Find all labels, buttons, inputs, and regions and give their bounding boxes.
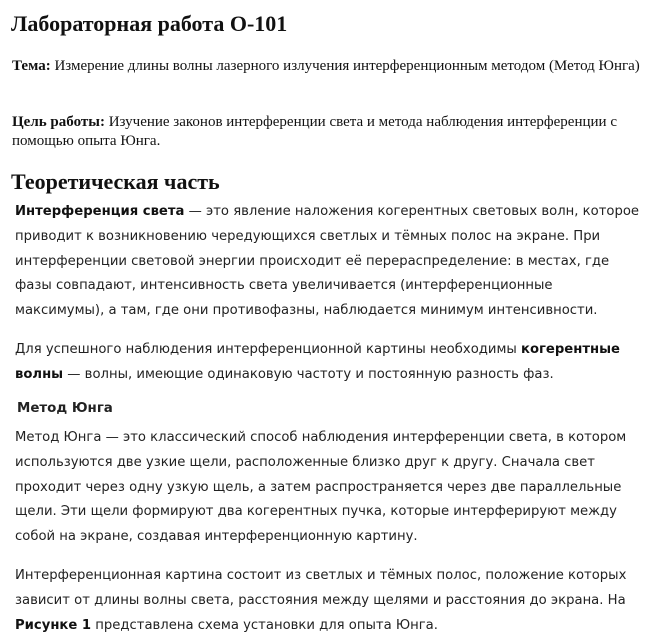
topic-line — [12, 57, 652, 76]
theory-paragraph-1-text: — это явление наложения когерентных световых волн, которое приводит к возникновению чередующихся светлых и тёмных полос на экране. При интерференции световой энергии происходит её перераспределение: в местах, где фазы совпадают, интенсивность света увеличивается (интерференционные максимумы), а там, где они противофазны, наблюдается минимум интенсивности. — [15, 204, 640, 319]
theory-paragraph-2 — [15, 338, 645, 388]
theory-paragraph-2-before: Для успешного наблюдения интерференционной картины необходимы — [15, 342, 521, 357]
theory-paragraph-2-after: — волны, имеющие одинаковую частоту и постоянную разность фаз. — [63, 366, 554, 382]
young-paragraph-1: Метод Юнга — это классический способ наблюдения интерференции света, в котором используются две узкие щели, расположенные близко друг к другу. Сначала свет проходит через одну узкую щель, а затем распространяется через две параллельные щели. Эти щели формируют два когерентных пучка, которые интерферируют между собой на экране, создавая интерференционную картину. — [15, 430, 627, 545]
topic-text: Измерение длины волны лазерного излучения интерференционным методом (Метод Юнга) — [54, 58, 640, 74]
young-paragraph-2-before: Интерференционная картина состоит из светлых и тёмных полос, положение которых зависит от длины волны света, расстояния между щелями и расстояния до экрана. На — [15, 568, 627, 608]
theory-paragraph-1 — [15, 200, 645, 324]
document-title: Лабораторная работа О-101 — [11, 11, 288, 36]
young-paragraph-2-after: представлена схема установки для опыта Юнга. — [91, 617, 438, 633]
topic-label: Тема: — [12, 58, 51, 74]
coherent-waves-term: когерентные волны — [15, 342, 620, 382]
section-heading-theory: Теоретическая часть — [11, 169, 220, 194]
goal-text: Изучение законов интерференции света и метода наблюдения интерференции с помощью опыта Юнга. — [12, 114, 617, 149]
figure-1-reference: Рисунке 1 — [15, 617, 92, 633]
interference-term: Интерференция света — [15, 204, 185, 219]
young-paragraph-2 — [15, 564, 645, 638]
subheading-young-method: Метод Юнга — [17, 401, 113, 416]
goal-line — [12, 113, 652, 151]
goal-label: Цель работы: — [12, 114, 105, 130]
